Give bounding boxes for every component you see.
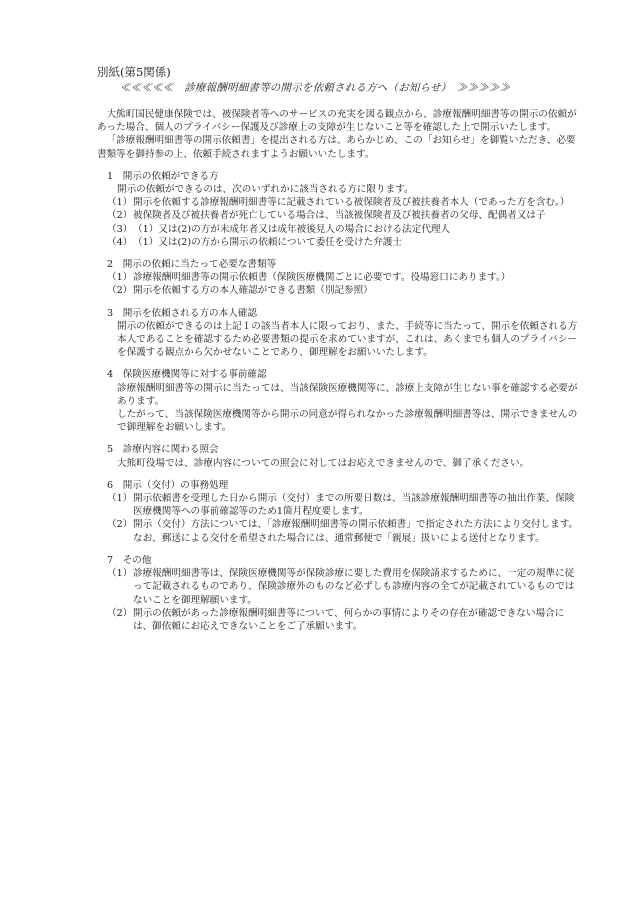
notice-title: ≪≪≪≪≪ 診療報酬明細書等の開示を依頼される方へ（お知らせ） ≫≫≫≫≫ [120,82,511,94]
item-text: 開示の依頼があった診療報酬明細書等について、何らかの事情によりその存在が確認できない場合には、御依頼にお応えできないことをご了承願います。 [133,607,565,632]
intro-paragraph: 大熊町国民健康保険では、被保険者等へのサービスの充実を図る観点から、診療報酬明細書等の開示の依頼があった場合、個人のプライバシー保護及び診療上の支障が生じないこと等を確認した上で開示いたします。 [97,109,577,134]
item-number: （1） [107,197,133,209]
section-3 [97,307,580,360]
section-1 [97,170,580,249]
list-item [97,284,580,297]
section-body: 大熊町役場では、診療内容についての照会に対してはお応えできませんので、御了承ください。 [117,457,530,469]
list-item [97,223,580,236]
item-number: （2） [107,210,133,222]
list-item [97,607,580,633]
section-body: 開示の依頼ができるのは、次のいずれかに該当される方に限ります。 [117,184,414,196]
section-4 [97,368,580,434]
section-body: 開示の依頼ができるのは上記１の該当者本人に限っており、また、手続等に当たって、開示を依頼される方本人であることを確認するため必要書類の提示を求めていますが、これは、あくまでも個人のプライバシーを保護する観点から欠かせないことであり、御理解をお願いいたします。 [117,320,578,359]
list-item [97,236,580,249]
item-number: （1） [107,493,133,505]
item-number: （2） [107,519,133,531]
item-text: （1）又は(2)の方から開示の依頼について委任を受けた弁護士 [133,236,402,248]
section-2 [97,258,580,298]
section-heading: 1 開示の依頼ができる方 [107,170,219,182]
item-number: （2） [107,607,133,619]
list-item [97,567,580,607]
item-number: （1） [107,568,133,580]
item-text: 診療報酬明細書等の開示依頼書（保険医療機関ごとに必要です。役場窓口にあります。） [133,272,511,284]
list-item [97,196,580,209]
item-text: 開示を依頼する診療報酬明細書等に記載されている被保険者及び被扶養者本人（であった方を含む。） [133,197,570,209]
document-body [97,108,580,633]
item-text: 開示を依頼する方の本人確認ができる書類（別記参照） [133,285,373,297]
section-heading: 4 保険医療機関等に対する事前確認 [107,369,267,381]
list-item [97,492,580,518]
section-heading: 7 その他 [107,554,152,566]
section-heading: 6 開示（交付）の事務処理 [107,479,229,491]
section-7 [97,554,580,633]
item-number: （4） [107,236,133,248]
item-text: 開示（交付）方法については、「診療報酬明細書等の開示依頼書」で指定された方法により交付します。なお、郵送による交付を希望された場合には、通常郵便で「親展」扱いによる送付となります。 [133,519,579,544]
item-text: 診療報酬明細書等は、保険医療機関等が保険診療に要した費用を保険請求するために、一定の規準に従って記載されるものであり、保険診療外のものなど必ずしも診療内容の全てが記載されているものではないことを御理解願います。 [133,568,575,606]
ref-label: 別紙(第5関係) [97,65,171,79]
item-number: （1） [107,272,133,284]
item-text: （1）又は(2)の方が未成年者又は成年被後見人の場合における法定代理人 [133,223,451,235]
section-heading: 5 診療内容に関わる照会 [107,444,219,456]
item-text: 開示依頼書を受理した日から開示（交付）までの所要日数は、当該診療報酬明細書等の抽出作業、保険医療機関等への事前確認等のため1箇月程度要します。 [133,493,575,518]
item-text: 被保険者及び被扶養者が死亡している場合は、当該被保険者及び被扶養者の父母、配偶者又は子 [133,210,546,222]
intro-paragraph: 「診療報酬明細書等の開示依頼書」を提出される方は、あらかじめ、この「お知らせ」を御覧いただき、必要書類等を御持参の上、依頼手続されますようお願いいたします。 [97,135,576,160]
section-6 [97,479,580,545]
section-5 [97,443,580,469]
section-body: 診療報酬明細書等の開示に当たっては、当該保険医療機関等に、診療上支障が生じない事を確認する必要があります。 [117,382,578,407]
section-heading: 2 開示の依頼に当たって必要な書類等 [107,259,277,271]
list-item [97,518,580,544]
item-number: （2） [107,285,133,297]
section-body: したがって、当該保険医療機関等から開示の同意が得られなかった診療報酬明細書等は、開示できませんので御理解をお願いします。 [117,409,578,434]
section-heading: 3 開示を依頼される方の本人確認 [107,307,258,319]
list-item [97,271,580,284]
list-item [97,209,580,222]
item-number: （3） [107,223,133,235]
